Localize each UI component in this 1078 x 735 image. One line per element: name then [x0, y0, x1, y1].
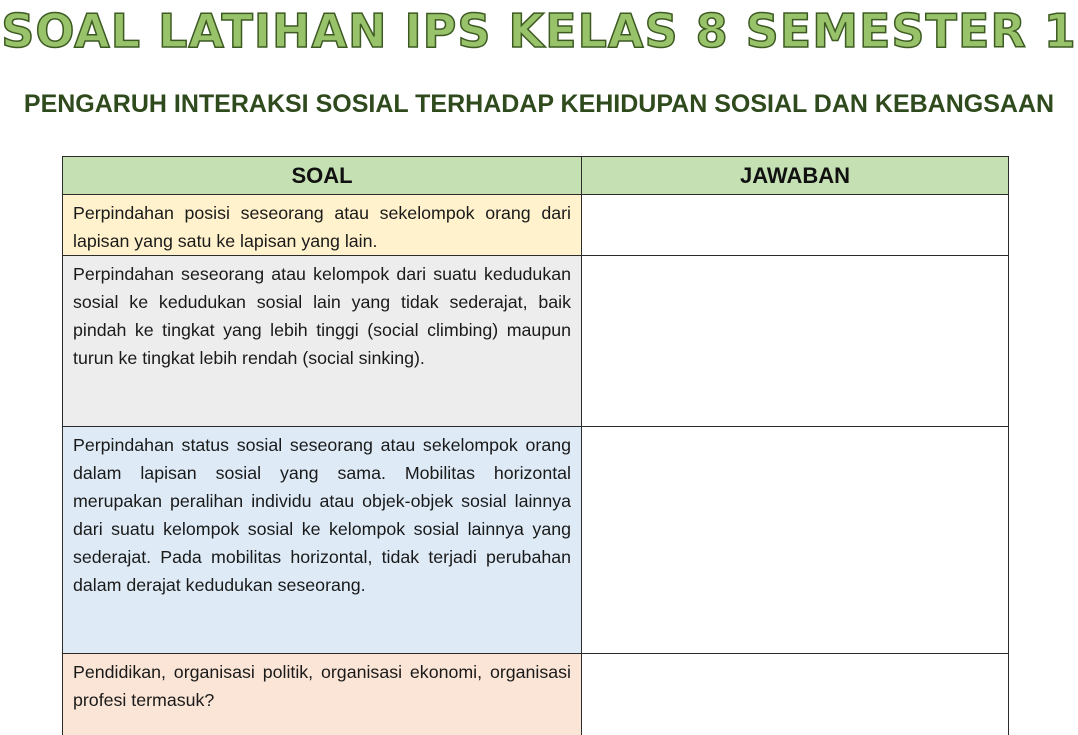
- worksheet-title: SOAL LATIHAN IPS KELAS 8 SEMESTER 1: [1, 4, 1077, 58]
- header-row: [63, 157, 1009, 195]
- answer-cell[interactable]: [582, 256, 1009, 427]
- answer-cell[interactable]: [582, 654, 1009, 735]
- question-cell: [63, 427, 582, 654]
- header-jawaban: JAWABAN: [582, 157, 1009, 195]
- question-text: Perpindahan posisi seseorang atau sekelompok orang dari lapisan yang satu ke lapisan yang lain.: [73, 203, 571, 251]
- table-row: [63, 195, 1009, 256]
- question-text: Perpindahan status sosial seseorang atau sekelompok orang dalam lapisan sosial yang sama. Mobilitas horizontal merupakan peralihan individu atau objek-objek sosial lainnya dari suatu kelompok sosial ke kelompok sosial lainnya yang sederajat. Pada mobilitas horizontal, tidak terjadi perubahan dalam derajat kedudukan seseorang.: [73, 435, 571, 595]
- header-soal: SOAL: [63, 157, 582, 195]
- question-cell: [63, 195, 582, 256]
- question-cell: [63, 654, 582, 735]
- question-text: Perpindahan seseorang atau kelompok dari suatu kedudukan sosial ke kedudukan sosial lain yang tidak sederajat, baik pindah ke tingkat yang lebih tinggi (social climbing) maupun turun ke tingkat lebih rendah (social sinking).: [73, 264, 571, 368]
- question-table: [62, 156, 1009, 735]
- question-text: Pendidikan, organisasi politik, organisasi ekonomi, organisasi profesi termasuk?: [73, 662, 571, 710]
- table-row: [63, 654, 1009, 735]
- table-row: [63, 427, 1009, 654]
- answer-cell[interactable]: [582, 195, 1009, 256]
- answer-cell[interactable]: [582, 427, 1009, 654]
- table-row: [63, 256, 1009, 427]
- question-cell: [63, 256, 582, 427]
- worksheet-subtitle: PENGARUH INTERAKSI SOSIAL TERHADAP KEHIDUPAN SOSIAL DAN KEBANGSAAN: [23, 90, 1055, 118]
